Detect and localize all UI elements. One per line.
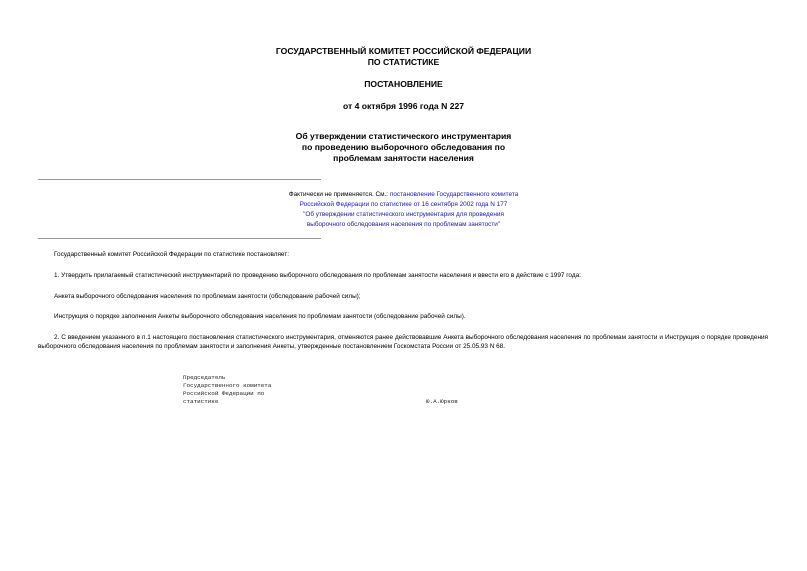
subject-line1: Об утверждении статистического инструментария	[295, 131, 512, 141]
body-item1: 1. Утвердить прилагаемый статистический инструментарий по проведению выборочного обследования по проблемам занятости населения и ввести его в действие с 1997 года:	[54, 272, 581, 279]
body-item1-a: Анкета выборочного обследования населения по проблемам занятости (обследование рабочей силы);	[54, 293, 361, 300]
signature-title-line4: статистике	[183, 398, 219, 405]
document-date-number: от 4 октября 1996 года N 227	[342, 101, 465, 111]
signature-title-line3: Российской Федерации по	[183, 390, 265, 397]
document-type: ПОСТАНОВЛЕНИЕ	[364, 79, 443, 89]
status-note-prefix: Фактически не применяется. См.:	[288, 191, 389, 198]
org-name-line2: ПО СТАТИСТИКЕ	[367, 57, 440, 67]
org-name-line1: ГОСУДАРСТВЕННЫЙ КОМИТЕТ РОССИЙСКОЙ ФЕДЕРАЦИИ	[275, 46, 532, 56]
signature-name: Ю.А.Юрков	[426, 398, 458, 405]
divider-bottom	[38, 238, 321, 239]
status-note-link-line2[interactable]: Российской Федерации по статистике от 16 сентября 2002 года N 177	[299, 201, 508, 208]
divider-top	[38, 179, 321, 180]
body-item1-b: Инструкция о порядке заполнения Анкеты выборочного обследования населения по проблемам занятости (обследование рабочей силы).	[54, 313, 466, 320]
subject-line3: проблемам занятости населения	[333, 153, 474, 163]
signature-title-line2: Государственного комитета	[183, 382, 272, 389]
body-item2: 2. С введением указанного в п.1 настоящего постановления статистического инструментария, отменяются ранее действовавшие Анкета выборочного обследования населения по проблемам занятости и Инструкция о порядке проведения выборочного обследования населения по проблемам занятости и заполнения Анкеты, утвержденные постановлением Госкомстата России от 25.05.93 N 68.	[38, 334, 768, 350]
status-note-link-line1[interactable]: постановление Государственного комитета	[389, 191, 519, 198]
signature-title-line1: Председатель	[183, 374, 226, 381]
status-note-line1	[0, 190, 807, 200]
status-note-link-line3[interactable]: "Об утверждении статистического инструментария для проведения	[303, 211, 504, 218]
subject-line2: по проведению выборочного обследования по	[301, 142, 506, 152]
body-intro: Государственный комитет Российской Федерации по статистике постановляет:	[54, 251, 289, 258]
status-note-link-line4[interactable]: выборочного обследования населения по проблемам занятости"	[306, 221, 501, 228]
